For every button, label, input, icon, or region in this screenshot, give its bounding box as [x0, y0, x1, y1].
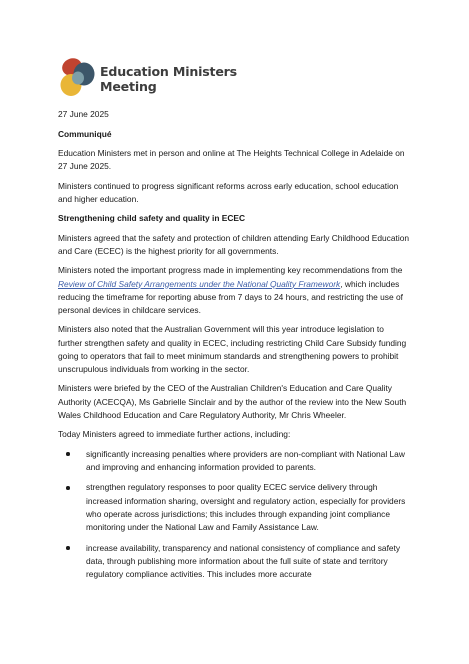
document-type-heading: Communiqué [58, 128, 112, 139]
document-date: 27 June 2025 [58, 109, 109, 119]
child-safety-paragraph-2 [58, 264, 410, 317]
intro-paragraph-1: Education Ministers met in person and online at The Heights Technical College in Adelaide on 27 June 2025. [58, 148, 405, 172]
education-ministers-meeting-logo [58, 56, 258, 102]
review-child-safety-link[interactable]: Review of Child Safety Arrangements under the National Quality Framework [58, 278, 341, 289]
child-safety-paragraph-1: Ministers agreed that the safety and protection of children attending Early Childhood Education and Care (ECEC) is the highest priority for all governments. [58, 232, 410, 256]
actions-bullet-list [58, 448, 410, 582]
section-heading-child-safety: Strengthening child safety and quality in ECEC [58, 213, 246, 224]
logo-wordmark [100, 65, 237, 94]
paragraph-text: , which includes reducing the timeframe for reporting abuse from 7 days to 24 hours, and restricting the use of personal devices in childcare services. [58, 278, 403, 315]
list-item: increase availability, transparency and national consistency of compliance and safety data, through publishing more information about the full suite of state and territory regulatory compliance activities. This includes more accurate [58, 542, 410, 582]
intro-paragraph-2: Ministers continued to progress significant reforms across early education, school education and higher education. [58, 180, 399, 204]
logo-line-1: Education Ministers [100, 64, 237, 79]
document-body [58, 108, 410, 589]
list-item: significantly increasing penalties where providers are non-compliant with National Law and improving and enhancing information provided to parents. [58, 448, 410, 474]
logo-line-2: Meeting [100, 78, 157, 94]
logo-mark-icon [58, 56, 98, 102]
child-safety-paragraph-3: Ministers also noted that the Australian Government will this year introduce legislation to further strengthen safety and quality in ECEC, including restricting Child Care Subsidy funding going to operators that fail to meet minimum standards and strengthening powers to prohibit unscrupulous individuals from working in the sector. [58, 324, 407, 374]
paragraph-text: Ministers noted the important progress made in implementing key recommendations from the [58, 265, 403, 276]
child-safety-paragraph-4: Ministers were briefed by the CEO of the Australian Children's Education and Care Quality Authority (ACECQA), Ms Gabrielle Sinclair and by the author of the review into the New South Wales Childhood Education and Care Regulatory Authority, Mr Chris Wheeler. [58, 383, 407, 420]
child-safety-paragraph-5: Today Ministers agreed to immediate further actions, including: [58, 429, 291, 440]
list-item: strengthen regulatory responses to poor quality ECEC service delivery through increased information sharing, oversight and regulatory action, especially for providers who operate across jurisdictions; this includes through expanding joint compliance monitoring under the National Law and Family Assistance Law. [58, 481, 410, 534]
